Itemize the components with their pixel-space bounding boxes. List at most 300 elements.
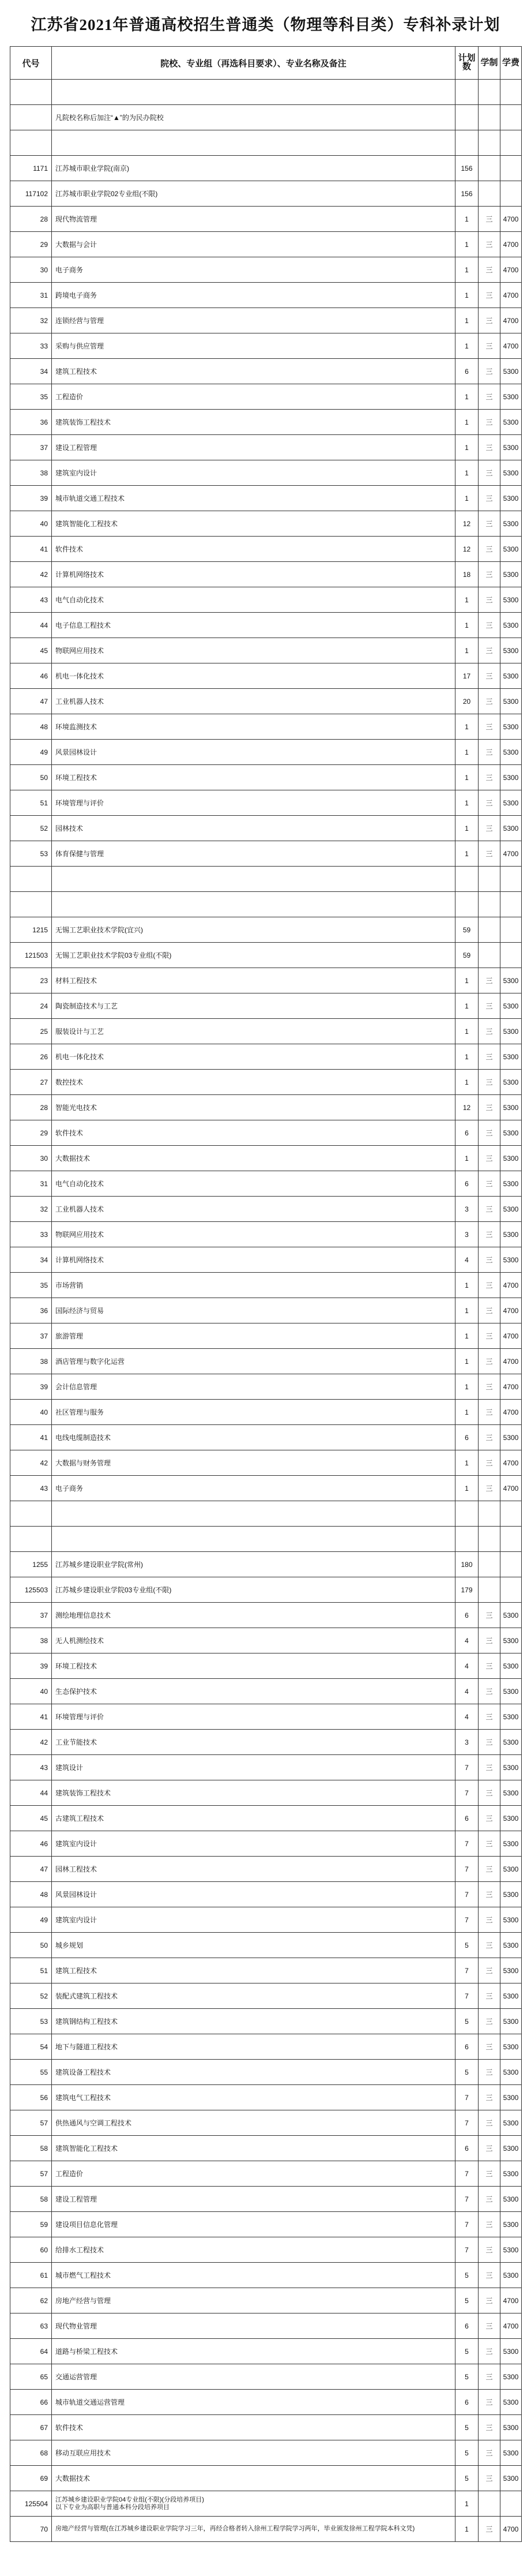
cell-name: 环境管理与评价 (52, 790, 455, 816)
cell-code: 38 (10, 460, 52, 486)
table-row (10, 308, 522, 333)
cell-name: 机电一体化技术 (52, 1044, 455, 1070)
cell-years: 三 (479, 1171, 500, 1197)
cell-code: 117102 (10, 181, 52, 207)
cell-code: 51 (10, 1958, 52, 1983)
table-row (10, 2440, 522, 2466)
cell-code: 23 (10, 968, 52, 993)
cell-years: 三 (479, 308, 500, 333)
cell-fee: 5300 (500, 993, 522, 1019)
cell-plan: 156 (455, 156, 479, 181)
cell-years: 三 (479, 613, 500, 638)
cell-code: 57 (10, 2110, 52, 2136)
table-row (10, 2313, 522, 2339)
cell-fee: 5300 (500, 1222, 522, 1247)
cell-fee: 5300 (500, 435, 522, 460)
cell-plan: 4 (455, 1628, 479, 1653)
cell-name: 移动互联应用技术 (52, 2440, 455, 2466)
cell-years: 三 (479, 1450, 500, 1476)
cell-years: 三 (479, 537, 500, 562)
cell-code: 56 (10, 2085, 52, 2110)
header-code: 代号 (10, 47, 52, 80)
cell-plan: 1 (455, 1070, 479, 1095)
cell-years: 三 (479, 1247, 500, 1273)
cell-years: 三 (479, 486, 500, 511)
cell-code: 57 (10, 2161, 52, 2187)
cell-years (479, 943, 500, 968)
cell-plan: 7 (455, 1857, 479, 1882)
cell-years (479, 181, 500, 207)
table-row (10, 1197, 522, 1222)
cell-name: 房地产经营与管理(在江苏城乡建设职业学院学习三年，再经合格者转入徐州工程学院学习两年，毕业颁发徐州工程学院本科文凭) (52, 2517, 455, 2542)
cell-code: 29 (10, 232, 52, 257)
cell-years: 三 (479, 1755, 500, 1780)
cell-years: 三 (479, 1806, 500, 1831)
cell-code: 32 (10, 308, 52, 333)
cell-years: 三 (479, 1222, 500, 1247)
table-row (10, 993, 522, 1019)
table-row (10, 2517, 522, 2542)
cell-fee: 4700 (500, 1349, 522, 1374)
cell-fee: 5300 (500, 1653, 522, 1679)
cell-fee: 5300 (500, 2212, 522, 2237)
cell-name: 服装设计与工艺 (52, 1019, 455, 1044)
cell-plan: 1 (455, 435, 479, 460)
cell-years: 三 (479, 841, 500, 867)
cell-name: 建筑设计 (52, 1755, 455, 1780)
cell-years: 三 (479, 1907, 500, 1933)
cell-name: 建筑工程技术 (52, 359, 455, 384)
cell-years (479, 156, 500, 181)
cell-plan: 5 (455, 2009, 479, 2034)
cell-plan: 1 (455, 1450, 479, 1476)
cell-code: 28 (10, 1095, 52, 1120)
cell-fee: 4700 (500, 1298, 522, 1323)
cell-years (479, 1527, 500, 1552)
cell-name: 社区管理与服务 (52, 1400, 455, 1425)
cell-fee: 5300 (500, 2364, 522, 2390)
table-row (10, 283, 522, 308)
cell-years: 三 (479, 1146, 500, 1171)
cell-plan: 7 (455, 1907, 479, 1933)
cell-name: 数控技术 (52, 1070, 455, 1095)
cell-years: 三 (479, 257, 500, 283)
cell-years: 三 (479, 1780, 500, 1806)
table-row (10, 613, 522, 638)
cell-plan (455, 130, 479, 156)
cell-fee: 5300 (500, 410, 522, 435)
cell-code (10, 130, 52, 156)
table-row (10, 663, 522, 689)
cell-name: 城市轨道交通工程技术 (52, 486, 455, 511)
cell-years: 三 (479, 1070, 500, 1095)
cell-fee: 5300 (500, 1933, 522, 1958)
cell-name: 物联网应用技术 (52, 1222, 455, 1247)
cell-years: 三 (479, 1983, 500, 2009)
cell-years: 三 (479, 2237, 500, 2263)
cell-name: 江苏城乡建设职业学院(常州) (52, 1552, 455, 1577)
cell-fee: 4700 (500, 1400, 522, 1425)
cell-plan: 20 (455, 689, 479, 714)
cell-plan: 5 (455, 1933, 479, 1958)
cell-code: 36 (10, 410, 52, 435)
cell-fee: 5300 (500, 2415, 522, 2440)
cell-fee: 5300 (500, 1983, 522, 2009)
cell-code: 46 (10, 1831, 52, 1857)
cell-fee: 5300 (500, 1070, 522, 1095)
cell-code: 31 (10, 283, 52, 308)
cell-plan: 1 (455, 232, 479, 257)
cell-years (479, 80, 500, 105)
table-row (10, 1400, 522, 1425)
cell-fee: 5300 (500, 1831, 522, 1857)
cell-fee: 5300 (500, 1019, 522, 1044)
cell-years: 三 (479, 1933, 500, 1958)
cell-code: 27 (10, 1070, 52, 1095)
cell-code: 43 (10, 587, 52, 613)
table-row (10, 841, 522, 867)
table-row (10, 2237, 522, 2263)
cell-code: 37 (10, 1323, 52, 1349)
cell-fee: 5300 (500, 689, 522, 714)
cell-name: 软件技术 (52, 1120, 455, 1146)
cell-name: 电子信息工程技术 (52, 613, 455, 638)
cell-name: 无锡工艺职业技术学院(宜兴) (52, 917, 455, 943)
cell-fee (500, 105, 522, 130)
cell-fee: 4700 (500, 207, 522, 232)
cell-code: 51 (10, 790, 52, 816)
cell-code: 58 (10, 2136, 52, 2161)
cell-plan: 1 (455, 2517, 479, 2542)
cell-years: 三 (479, 2212, 500, 2237)
cell-code: 38 (10, 1349, 52, 1374)
cell-years: 三 (479, 1882, 500, 1907)
cell-name: 建筑智能化工程技术 (52, 2136, 455, 2161)
cell-code (10, 80, 52, 105)
table-row (10, 1628, 522, 1653)
cell-fee: 5300 (500, 2009, 522, 2034)
cell-plan: 1 (455, 283, 479, 308)
cell-code: 24 (10, 993, 52, 1019)
cell-fee: 5300 (500, 1247, 522, 1273)
table-row (10, 435, 522, 460)
cell-years: 三 (479, 460, 500, 486)
cell-name: 风景园林设计 (52, 1882, 455, 1907)
table-row (10, 410, 522, 435)
cell-fee: 5300 (500, 1146, 522, 1171)
table-row (10, 2009, 522, 2034)
cell-code: 61 (10, 2263, 52, 2288)
cell-name: 建设工程管理 (52, 2187, 455, 2212)
cell-code: 47 (10, 1857, 52, 1882)
table-row (10, 232, 522, 257)
cell-name: 计算机网络技术 (52, 562, 455, 587)
cell-fee: 4700 (500, 283, 522, 308)
cell-code: 125504 (10, 2491, 52, 2517)
table-row (10, 740, 522, 765)
cell-name: 城市燃气工程技术 (52, 2263, 455, 2288)
cell-code: 26 (10, 1044, 52, 1070)
cell-years (479, 1552, 500, 1577)
cell-code: 32 (10, 1197, 52, 1222)
cell-code: 41 (10, 537, 52, 562)
cell-code: 54 (10, 2034, 52, 2060)
cell-years: 三 (479, 740, 500, 765)
cell-plan: 1 (455, 1273, 479, 1298)
cell-years: 三 (479, 1349, 500, 1374)
cell-name: 连锁经营与管理 (52, 308, 455, 333)
cell-years: 三 (479, 384, 500, 410)
cell-fee: 5300 (500, 2263, 522, 2288)
cell-years: 三 (479, 1095, 500, 1120)
cell-code: 46 (10, 663, 52, 689)
cell-years: 三 (479, 2187, 500, 2212)
cell-code: 48 (10, 714, 52, 740)
cell-name: 城市轨道交通运营管理 (52, 2390, 455, 2415)
cell-code: 42 (10, 1730, 52, 1755)
cell-fee: 5300 (500, 2339, 522, 2364)
cell-name: 建筑室内设计 (52, 460, 455, 486)
cell-name: 跨境电子商务 (52, 283, 455, 308)
cell-name: 体育保健与管理 (52, 841, 455, 867)
cell-name: 工程造价 (52, 2161, 455, 2187)
cell-code: 63 (10, 2313, 52, 2339)
table-row (10, 689, 522, 714)
cell-plan: 6 (455, 1425, 479, 1450)
cell-name: 现代物流管理 (52, 207, 455, 232)
cell-name: 智能光电技术 (52, 1095, 455, 1120)
header-plan: 计划数 (455, 47, 479, 80)
cell-name: 建设工程管理 (52, 435, 455, 460)
cell-name: 房地产经营与管理 (52, 2288, 455, 2313)
table-row (10, 80, 522, 105)
cell-code: 58 (10, 2187, 52, 2212)
cell-plan: 1 (455, 1323, 479, 1349)
table-row (10, 2415, 522, 2440)
cell-years (479, 867, 500, 892)
table-row (10, 2060, 522, 2085)
cell-code: 30 (10, 1146, 52, 1171)
cell-code (10, 1527, 52, 1552)
cell-plan: 7 (455, 2237, 479, 2263)
cell-years: 三 (479, 2034, 500, 2060)
cell-name: 供热通风与空调工程技术 (52, 2110, 455, 2136)
table-row (10, 714, 522, 740)
cell-name: 采购与供应管理 (52, 333, 455, 359)
cell-plan: 3 (455, 1222, 479, 1247)
cell-code: 49 (10, 740, 52, 765)
cell-plan: 5 (455, 2263, 479, 2288)
cell-plan: 5 (455, 2466, 479, 2491)
cell-code: 44 (10, 1780, 52, 1806)
cell-code: 41 (10, 1704, 52, 1730)
table-row (10, 1780, 522, 1806)
cell-fee: 5300 (500, 1044, 522, 1070)
cell-fee: 5300 (500, 2034, 522, 2060)
cell-name (52, 80, 455, 105)
cell-fee (500, 943, 522, 968)
cell-fee: 5300 (500, 2187, 522, 2212)
table-row (10, 1425, 522, 1450)
cell-name: 建设项目信息化管理 (52, 2212, 455, 2237)
cell-code: 1255 (10, 1552, 52, 1577)
cell-name: 工业节能技术 (52, 1730, 455, 1755)
cell-plan: 7 (455, 1983, 479, 2009)
header-name: 院校、专业组（再选科目要求）、专业名称及备注 (52, 47, 455, 80)
cell-name: 陶瓷制造技术与工艺 (52, 993, 455, 1019)
table-row (10, 130, 522, 156)
cell-years: 三 (479, 1425, 500, 1450)
table-row (10, 384, 522, 410)
table-row (10, 511, 522, 537)
cell-plan: 1 (455, 638, 479, 663)
cell-fee (500, 130, 522, 156)
cell-plan: 6 (455, 2136, 479, 2161)
cell-years: 三 (479, 2110, 500, 2136)
table-row (10, 2034, 522, 2060)
cell-plan: 18 (455, 562, 479, 587)
cell-code: 38 (10, 1628, 52, 1653)
cell-years: 三 (479, 1476, 500, 1501)
cell-name: 环境监测技术 (52, 714, 455, 740)
cell-code: 52 (10, 1983, 52, 2009)
cell-years: 三 (479, 968, 500, 993)
cell-years: 三 (479, 2161, 500, 2187)
cell-plan: 1 (455, 613, 479, 638)
table-row (10, 1653, 522, 1679)
cell-code: 40 (10, 511, 52, 537)
table-row (10, 1983, 522, 2009)
cell-plan: 59 (455, 917, 479, 943)
table-row (10, 816, 522, 841)
cell-years: 三 (479, 1273, 500, 1298)
cell-fee: 5300 (500, 1120, 522, 1146)
cell-code: 42 (10, 562, 52, 587)
cell-code: 37 (10, 1603, 52, 1628)
cell-plan: 1 (455, 765, 479, 790)
cell-fee: 4700 (500, 1323, 522, 1349)
cell-code: 50 (10, 1933, 52, 1958)
cell-code: 125503 (10, 1577, 52, 1603)
cell-fee (500, 1552, 522, 1577)
cell-plan: 6 (455, 2034, 479, 2060)
cell-name: 物联网应用技术 (52, 638, 455, 663)
cell-plan: 1 (455, 486, 479, 511)
cell-fee: 5300 (500, 1704, 522, 1730)
cell-plan: 6 (455, 1806, 479, 1831)
table-row (10, 1527, 522, 1552)
cell-plan: 1 (455, 2491, 479, 2517)
table-row (10, 1704, 522, 1730)
cell-years: 三 (479, 2288, 500, 2313)
table-row (10, 1476, 522, 1501)
cell-fee: 4700 (500, 841, 522, 867)
cell-name: 园林技术 (52, 816, 455, 841)
cell-fee: 5300 (500, 1780, 522, 1806)
cell-name: 工程造价 (52, 384, 455, 410)
cell-name: 大数据技术 (52, 2466, 455, 2491)
table-row (10, 1247, 522, 1273)
cell-fee (500, 892, 522, 917)
table-row (10, 1374, 522, 1400)
cell-fee: 4700 (500, 333, 522, 359)
cell-plan: 6 (455, 1120, 479, 1146)
cell-name: 测绘地理信息技术 (52, 1603, 455, 1628)
cell-code: 33 (10, 1222, 52, 1247)
cell-fee: 4700 (500, 2288, 522, 2313)
cell-name (52, 867, 455, 892)
table-row (10, 562, 522, 587)
cell-plan: 1 (455, 1019, 479, 1044)
cell-code: 70 (10, 2517, 52, 2542)
cell-name: 生态保护技术 (52, 1679, 455, 1704)
cell-name: 电线电缆制造技术 (52, 1425, 455, 1450)
cell-years: 三 (479, 1653, 500, 1679)
cell-code: 1215 (10, 917, 52, 943)
cell-plan: 6 (455, 1171, 479, 1197)
table-row (10, 867, 522, 892)
cell-name: 软件技术 (52, 537, 455, 562)
cell-fee: 4700 (500, 257, 522, 283)
cell-years: 三 (479, 207, 500, 232)
cell-fee: 4700 (500, 1450, 522, 1476)
cell-name: 建筑装饰工程技术 (52, 1780, 455, 1806)
cell-years: 三 (479, 1958, 500, 1983)
cell-plan: 156 (455, 181, 479, 207)
table-row (10, 181, 522, 207)
cell-code: 39 (10, 1653, 52, 1679)
cell-name: 旅游管理 (52, 1323, 455, 1349)
cell-years: 三 (479, 1400, 500, 1425)
table-row (10, 2491, 522, 2517)
cell-years: 三 (479, 714, 500, 740)
cell-years: 三 (479, 790, 500, 816)
cell-years: 三 (479, 765, 500, 790)
cell-code: 53 (10, 841, 52, 867)
cell-plan: 1 (455, 816, 479, 841)
cell-fee (500, 1577, 522, 1603)
cell-plan: 1 (455, 1298, 479, 1323)
cell-years: 三 (479, 1120, 500, 1146)
cell-name: 园林工程技术 (52, 1857, 455, 1882)
cell-years: 三 (479, 562, 500, 587)
cell-plan: 5 (455, 2440, 479, 2466)
cell-years: 三 (479, 2364, 500, 2390)
cell-fee: 5300 (500, 2060, 522, 2085)
cell-fee: 5300 (500, 1197, 522, 1222)
table-row (10, 1323, 522, 1349)
cell-name: 市场营销 (52, 1273, 455, 1298)
cell-years (479, 130, 500, 156)
cell-plan: 1 (455, 460, 479, 486)
cell-years: 三 (479, 816, 500, 841)
cell-years (479, 2491, 500, 2517)
cell-code: 34 (10, 359, 52, 384)
cell-name: 建筑装饰工程技术 (52, 410, 455, 435)
cell-years: 三 (479, 2009, 500, 2034)
cell-name: 装配式建筑工程技术 (52, 1983, 455, 2009)
cell-plan: 1 (455, 1374, 479, 1400)
table-row (10, 537, 522, 562)
cell-name (52, 1501, 455, 1527)
cell-plan: 3 (455, 1197, 479, 1222)
cell-plan: 1 (455, 1349, 479, 1374)
cell-fee: 5300 (500, 1679, 522, 1704)
cell-plan: 1 (455, 410, 479, 435)
cell-name: 大数据技术 (52, 1146, 455, 1171)
cell-plan: 7 (455, 2187, 479, 2212)
cell-plan: 1 (455, 333, 479, 359)
